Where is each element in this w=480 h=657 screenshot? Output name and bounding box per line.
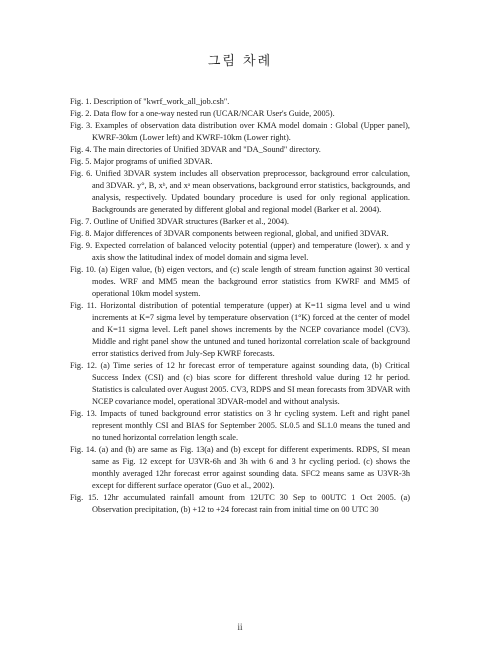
figure-entry: Fig. 9. Expected correlation of balanced velocity potential (upper) and temperature (lower). x and y axis show the latitudinal index of model domain and sigma level. xyxy=(70,241,410,262)
figure-entry: Fig. 8. Major differences of 3DVAR components between regional, global, and unified 3DVAR. xyxy=(70,229,389,238)
figure-entry: Fig. 12. (a) Time series of 12 hr forecast error of temperature against sounding data, (b) Critical Success Index (CSI) and (c) bias score for different threshold value during 12 hr period. Statistics is calculated over August 2005. CV3, RDPS and SI mean forecasts from 3DVAR with NCEP covariance model, operational 3DVAR-model and without analysis. xyxy=(70,361,410,406)
figure-entry: Fig. 7. Outline of Unified 3DVAR structures (Barker et al., 2004). xyxy=(70,217,289,226)
figure-entry: Fig. 13. Impacts of tuned background error statistics on 3 hr cycling system. Left and right panel represent monthly CSI and BIAS for September 2005. SL0.5 and SL1.0 means the tuned and no tuned horizontal correlation length scale. xyxy=(70,409,410,442)
figure-entry: Fig. 2. Data flow for a one-way nested run (UCAR/NCAR User's Guide, 2005). xyxy=(70,109,335,118)
figure-entry: Fig. 11. Horizontal distribution of potential temperature (upper) at K=11 sigma level and u wind increments at K=7 sigma level by temperature observation (1°K) forced at the center of model and K=11 sigma level. Left panel shows increments by the NCEP covariance model (CV3). Middle and right panel show the untuned and tuned horizontal correlation scale of background error statistics derived from July-Sep KWRF forecasts. xyxy=(70,301,410,358)
figure-entry: Fig. 14. (a) and (b) are same as Fig. 13(a) and (b) except for different experiments. RDPS, SI mean same as Fig. 12 except for U3VR-6h and 3h with 6 and 3 hr cycling period. (c) shows the monthly averaged 12hr forecast error against sounding data. SFC2 means same as U3VR-3h except for different surface operator (Guo et al., 2002). xyxy=(70,445,410,490)
figure-entry: Fig. 15. 12hr accumulated rainfall amount from 12UTC 30 Sep to 00UTC 1 Oct 2005. (a) Observation precipitation, (b) +12 to +24 forecast rain from initial time on 00 UTC 30 xyxy=(70,493,410,514)
page-number: ii xyxy=(237,622,243,632)
figure-list xyxy=(70,96,410,516)
figure-entry: Fig. 6. Unified 3DVAR system includes all observation preprocessor, background error calculation, and 3DVAR. y°, B, xᵇ, and xᵃ mean observations, background error statistics, backgrounds, and analysis, respectively. Updated boundary procedure is used for only regional application. Backgrounds are generated by different global and regional model (Barker et al. 2004). xyxy=(70,169,410,214)
figure-entry: Fig. 10. (a) Eigen value, (b) eigen vectors, and (c) scale length of stream function against 30 vertical modes. WRF and MM5 mean the background error statistics from KWRF and MM5 of operational 10km model system. xyxy=(70,265,410,298)
figure-entry: Fig. 4. The main directories of Unified 3DVAR and "DA_Sound" directory. xyxy=(70,145,321,154)
page-title: 그림 차례 xyxy=(207,54,273,69)
figure-entry: Fig. 5. Major programs of unified 3DVAR. xyxy=(70,157,213,166)
figure-entry: Fig. 3. Examples of observation data distribution over KMA model domain : Global (Upper panel), KWRF-30km (Lower left) and KWRF-10km (Lower right). xyxy=(70,121,410,142)
figure-entry: Fig. 1. Description of "kwrf_work_all_job.csh". xyxy=(70,97,230,106)
